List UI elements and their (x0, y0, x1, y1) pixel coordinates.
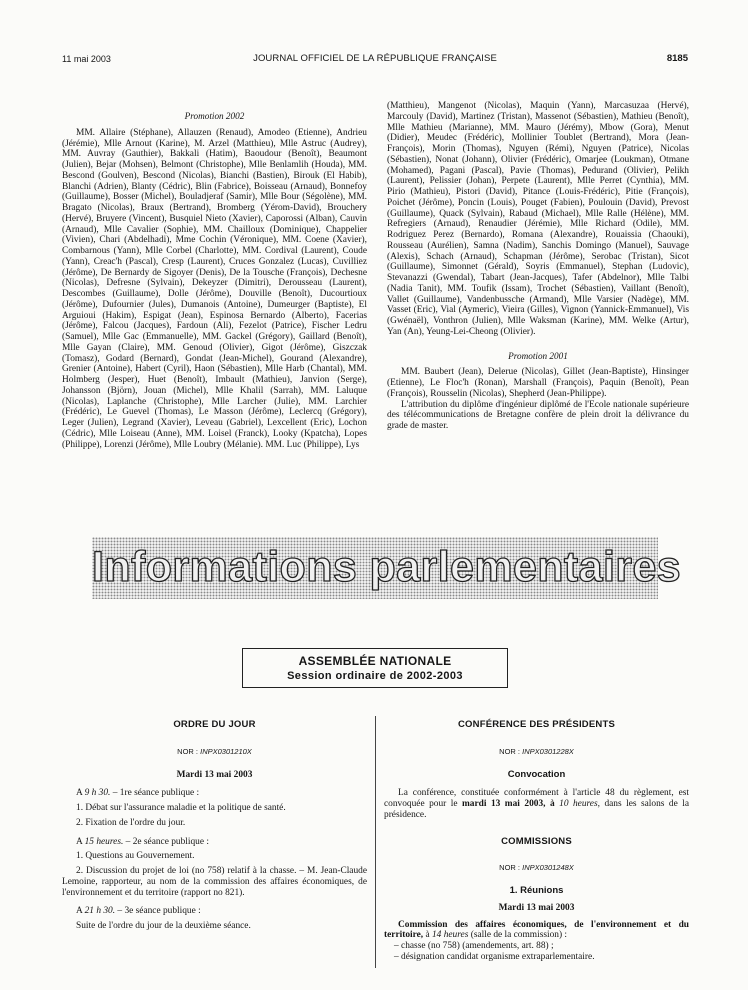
promotion-2002-left-column (62, 111, 367, 450)
convocation-text-d: dans les salons de la présidence. (384, 799, 690, 820)
column-divider (375, 716, 376, 968)
commission-name: Commission des affaires économiques, de l'environnement et du territoire, (384, 919, 689, 941)
ordre-du-jour-section (62, 720, 367, 932)
seance-2-label: – 2e séance publique : (125, 836, 209, 847)
seance-1-item-1: 1. Débat sur l'assurance maladie et la politique de santé. (76, 803, 286, 813)
commissions-heading: COMMISSIONS (501, 835, 572, 847)
session-title: Session ordinaire de 2002-2003 (287, 670, 463, 682)
nor-code: INPX0301210X (200, 746, 252, 756)
ordre-du-jour-heading: ORDRE DU JOUR (173, 719, 256, 730)
page-number: 8185 (666, 53, 688, 64)
assemblee-title: ASSEMBLÉE NATIONALE (298, 654, 452, 668)
seance-3-time: 21 h 30. (84, 906, 116, 917)
promotion-2001-names: MM. Baubert (Jean), Delerue (Nicolas), Gillet (Jean-Baptiste), Hinsinger (Etienne), Le Floc'h (Ronan), Marshall (François), Paquin (Benoît), Pean (François), Rousselin (Nicolas), Shepherd (Jean-Philippe). (387, 367, 689, 399)
seance-2-line: A 15 heures. – 2e séance publique : (76, 836, 209, 847)
nor-label: NOR : (499, 746, 521, 756)
promotion-2002-names-part1: MM. Allaire (Stéphane), Allauzen (Renaud), Amodeo (Etienne), Andrieu (Jérémie), Mlle Arnout (Karine), M. Arzel (Matthieu), Mlle Astruc (Audrey), MM. Auvray (Gauthier), Bakkali (Hatim), Baoudour (Benoît), Beaumont (Julien), Bejar (Mohsen), Belmont (Christophe), Mlle Benlamlih (Houda), MM. Bescond (Goulven), Bescond (Nicolas), Bianchi (Bastien), Birouk (El Habib), Blanchi (Adrien), Blanty (Cédric), Blin (Fabrice), Boisseau (Arnaud), Bonnefoy (Guillaume), Bosser (Michel), Bouladjeraf (Samir), Mlle Bour (Ségolène), MM. Bragato (Nicolas), Braux (Bertrand), Bromberg (Yérom-David), Brouchery (Hervé), Bruyere (Vincent), Busquiel Nieto (Xavier), Caporossi (Alban), Cauvin (Arnaud), Mlle Cavalier (Sophie), MM. Chailloux (Dominique), Chappelier (Vivien), Chari (Abdelhadi), Mme Cochin (Véronique), MM. Coene (Xavier), Combarnous (Yann), Mlle Corbel (Charlotte), MM. Cordival (Laurent), Coude (Yann), Creac'h (Pascal), Cresp (Laurent), Cruces Gonzalez (Lucas), Cuvilliez (Jérôme), De Bernardy de Sigoyer (Denis), De la Tousche (François), Dechesne (Nicolas), Defresne (Sylvain), Dekeyzer (Dimitri), Derousseau (Laurent), Descombes (Guillaume), Dolle (Jérôme), Douville (Benoît), Ducourtioux (Jérôme), Dufournier (Jules), Dumanois (Antoine), Dumeurger (Baptiste), El Arguioui (Hakim), Espigat (Jean), Espinosa Bernardo (Alberto), Facerias (Jérôme), Falcou (Jacques), Fardoun (Ali), Fezelot (Patrice), Fischer Ledru (Samuel), Mlle Gac (Emmanuelle), MM. Gackel (Grégory), Gaillard (Benoît), Mlle Gayan (Claire), MM. Genoud (Olivier), Gigot (Jérôme), Giszczak (Tomasz), Godard (Bernard), Gondat (Jean-Michel), Gourand (Alexandre), Grenier (Antoine), Habert (Cyril), Haon (Sébastien), Mlle Harb (Chantal), MM. Holmberg (Jesper), Huet (Benoît), Imbault (Mathieu), Janvion (Serge), Johansson (Björn), Jouan (Michel), Mlle Khalil (Sarrah), MM. Laluque (Nicolas), Laplanche (Christophe), Mlle Larcher (Julie), MM. Larchier (Frédéric), Le Guevel (Thomas), Le Masson (Jérôme), Leclercq (Grégory), Leger (Julien), Legrand (Xavier), Leveau (Gabriel), Lexcellent (Eric), Lochon (Cédric), Mlle Loiseau (Anne), MM. Loisel (Franck), Looky (Kpatcha), Lopes (Philippe), Lorenzi (Jérôme), Mlle Loubry (Mélanie). MM. Luc (Philippe), Lys (62, 127, 367, 450)
nor-code: INPX0301228X (522, 746, 574, 756)
conference-nor (384, 747, 689, 758)
nor-code: INPX0301248X (522, 863, 574, 873)
promotion-2001-title: Promotion 2001 (508, 350, 568, 361)
journal-title: JOURNAL OFFICIEL DE LA RÉPUBLIQUE FRANÇAISE (253, 53, 497, 64)
seance-1-label: – 1re séance publique : (112, 788, 200, 799)
section-banner (92, 537, 682, 599)
commission-entry: Commission des affaires économiques, de l'environnement et du territoire, à 14 heures (salle de la commission) : (384, 919, 689, 941)
commission-item-2: – désignation candidat organisme extraparlementaire. (394, 951, 595, 962)
promotion-right-column (387, 101, 689, 432)
nor-label: NOR : (177, 746, 199, 756)
conference-heading: CONFÉRENCE DES PRÉSIDENTS (457, 719, 616, 730)
commission-time: 14 heures (431, 930, 469, 941)
convocation-text (384, 788, 689, 820)
seance-2-item-1: 1. Questions au Gouvernement. (76, 851, 195, 862)
seance-1-item-2: 2. Fixation de l'ordre du jour. (76, 817, 186, 828)
nor-label: NOR : (499, 863, 521, 873)
reunions-date: Mardi 13 mai 2003 (498, 902, 575, 913)
seance-3-item-1: Suite de l'ordre du jour de la deuxième séance. (76, 921, 251, 931)
seance-3-label: – 3e séance publique : (117, 906, 201, 917)
assemblee-nationale-box (242, 648, 508, 688)
promotion-2002-title: Promotion 2002 (184, 111, 245, 121)
diploma-attribution-note: L'attribution du diplôme d'ingénieur diplômé de l'Ecole nationale supérieure des télécommunications de Bretagne confère de plein droit la délivrance du grade de master. (387, 399, 689, 431)
convocation-date: mardi 13 mai 2003, à (462, 799, 555, 809)
issue-date: 11 mai 2003 (62, 54, 111, 64)
ordre-du-jour-nor (62, 747, 367, 758)
ordre-du-jour-date: Mardi 13 mai 2003 (176, 769, 253, 780)
reunions-heading: 1. Réunions (509, 885, 564, 896)
convocation-time: 10 heures, (559, 799, 600, 809)
conference-commissions-section (384, 720, 689, 963)
promotion-2002-names-part2: (Matthieu), Mangenot (Nicolas), Maquin (Yann), Marcasuzaa (Hervé), Marcouly (David), Martinez (Tristan), Massenot (Sébastien), Mathieu (Benoît), Mlle Mathieu (Marianne), MM. Mauro (Jérémy), Mbow (Gora), Menut (Didier), Meudec (Frédéric), Mollinier Toublet (Bertrand), Mora (Jean-François), Morin (Thomas), Nguyen (Rémi), Nguyen (Patrice), Nicolas (Sébastien), Nonat (Johann), Olivier (Frédéric), Omarjee (Loukman), Otmane (Mohamed), Pagani (Pascal), Pavie (Thomas), Pedurand (Olivier), Pelikh (Laurent), Pelissier (Johan), Perpete (Laurent), Mlle Perret (Cynthia), MM. Pirio (Mathieu), Pistori (David), Pitance (Louis-Frédéric), Pitie (François), Poichet (Jérôme), Poncin (Louis), Pouget (Fabien), Poulouin (David), Prevost (Guillaume), Quack (Sylvain), Rabaud (Michael), Mlle Ralle (Hélène), MM. Refregiers (Arnaud), Renaudier (Jérémie), Mlle Richard (Odile), MM. Rodriguez Perez (Bernardo), Romana (Alexandre), Rouaissia (Chaouki), Rousseau (Aurélien), Samna (Nadim), Sanchis Domingo (Manuel), Sauvage (Alexis), Schach (Arnaud), Schapman (Jérôme), Serobac (Tristan), Sicot (Guillaume), Simonnet (Gérald), Soyris (Emmanuel), Stephan (Ludovic), Stevanazzi (Gwendal), Tabart (Jean-Jacques), Tafer (Abdelnor), Mlle Talbi (Nadia Tanit), MM. Toufik (Issam), Trochet (Sébastien), Vaillant (Benoît), Vallet (Guillaume), Vandenbussche (Armand), Mlle Varsier (Nadège), MM. Vasset (Eric), Vial (Aymeric), Vieira (Gilles), Vignon (Yannick-Emmanuel), Vis (Gwénaël), Vonthron (Julien), Mlle Waksman (Karine), MM. Welke (Artur), Yan (An), Yeung-Lei-Cheong (Olivier). (387, 101, 689, 337)
seance-1-line: A 9 h 30. – 1re séance publique : (76, 788, 200, 799)
banner-title: Informations parlementaires (92, 543, 682, 591)
commission-item-1: – chasse (no 758) (amendements, art. 88) ; (394, 941, 554, 951)
seance-1-time: 9 h 30. (84, 788, 111, 799)
convocation-heading: Convocation (507, 768, 566, 780)
seance-2-item-2: 2. Discussion du projet de loi (no 758) relatif à la chasse. – M. Jean-Claude Lemoine, rapporteur, au nom de la commission des affaires économiques, de l'environnement et du territoire (rapport no 821). (62, 866, 367, 898)
page-header (62, 52, 688, 66)
commissions-nor (384, 863, 689, 874)
seance-3-line: A 21 h 30. – 3e séance publique : (76, 906, 201, 917)
seance-2-time: 15 heures. (84, 836, 124, 847)
convocation-text-a: La conférence, constituée conformément à l'article 48 du règlement, est convoquée pour le (384, 788, 689, 809)
commission-room: (salle de la commission) : (470, 930, 568, 941)
